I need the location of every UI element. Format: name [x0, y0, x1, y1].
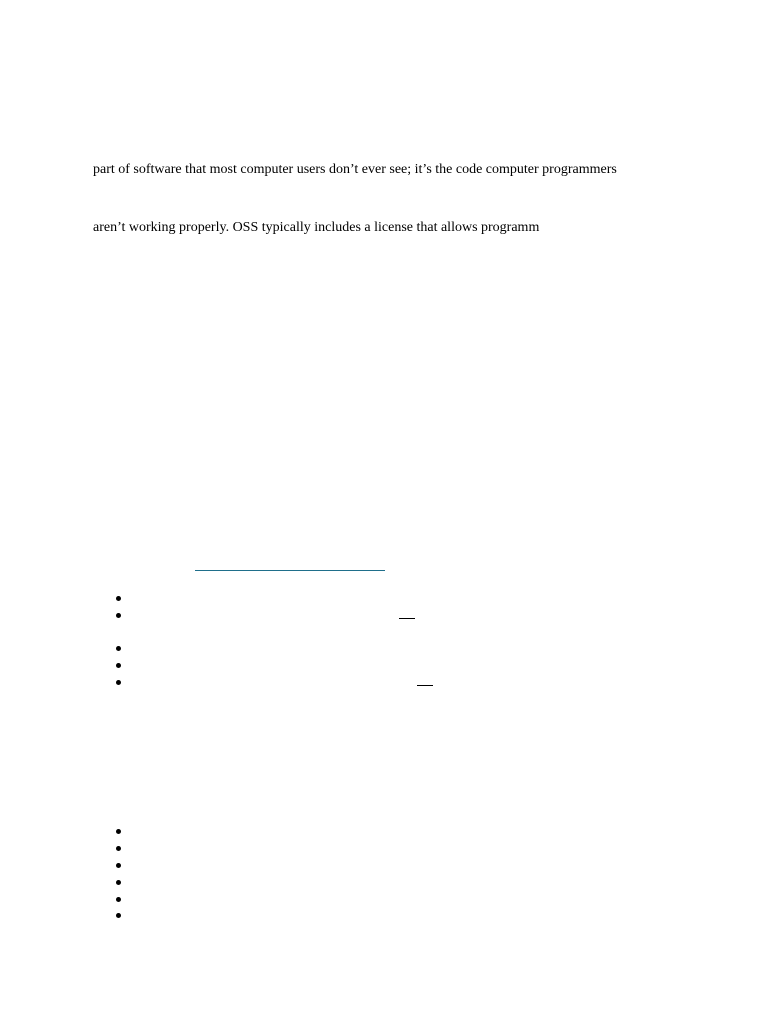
list-bullet [116, 646, 121, 651]
list-bullet [116, 846, 121, 851]
list-bullet [116, 863, 121, 868]
em-dash-mark [399, 618, 415, 619]
list-bullet [116, 829, 121, 834]
list-bullet [116, 663, 121, 668]
paragraph-line-1: part of software that most computer users don’t ever see; it’s the code computer programmers [93, 162, 617, 177]
list-bullet [116, 913, 121, 918]
list-bullet [116, 613, 121, 618]
em-dash-mark [417, 685, 433, 686]
hyperlink-underline[interactable] [195, 570, 385, 571]
list-bullet [116, 680, 121, 685]
paragraph-line-2: aren’t working properly. OSS typically includes a license that allows programm [93, 220, 540, 235]
list-bullet [116, 596, 121, 601]
list-bullet [116, 880, 121, 885]
list-bullet [116, 897, 121, 902]
